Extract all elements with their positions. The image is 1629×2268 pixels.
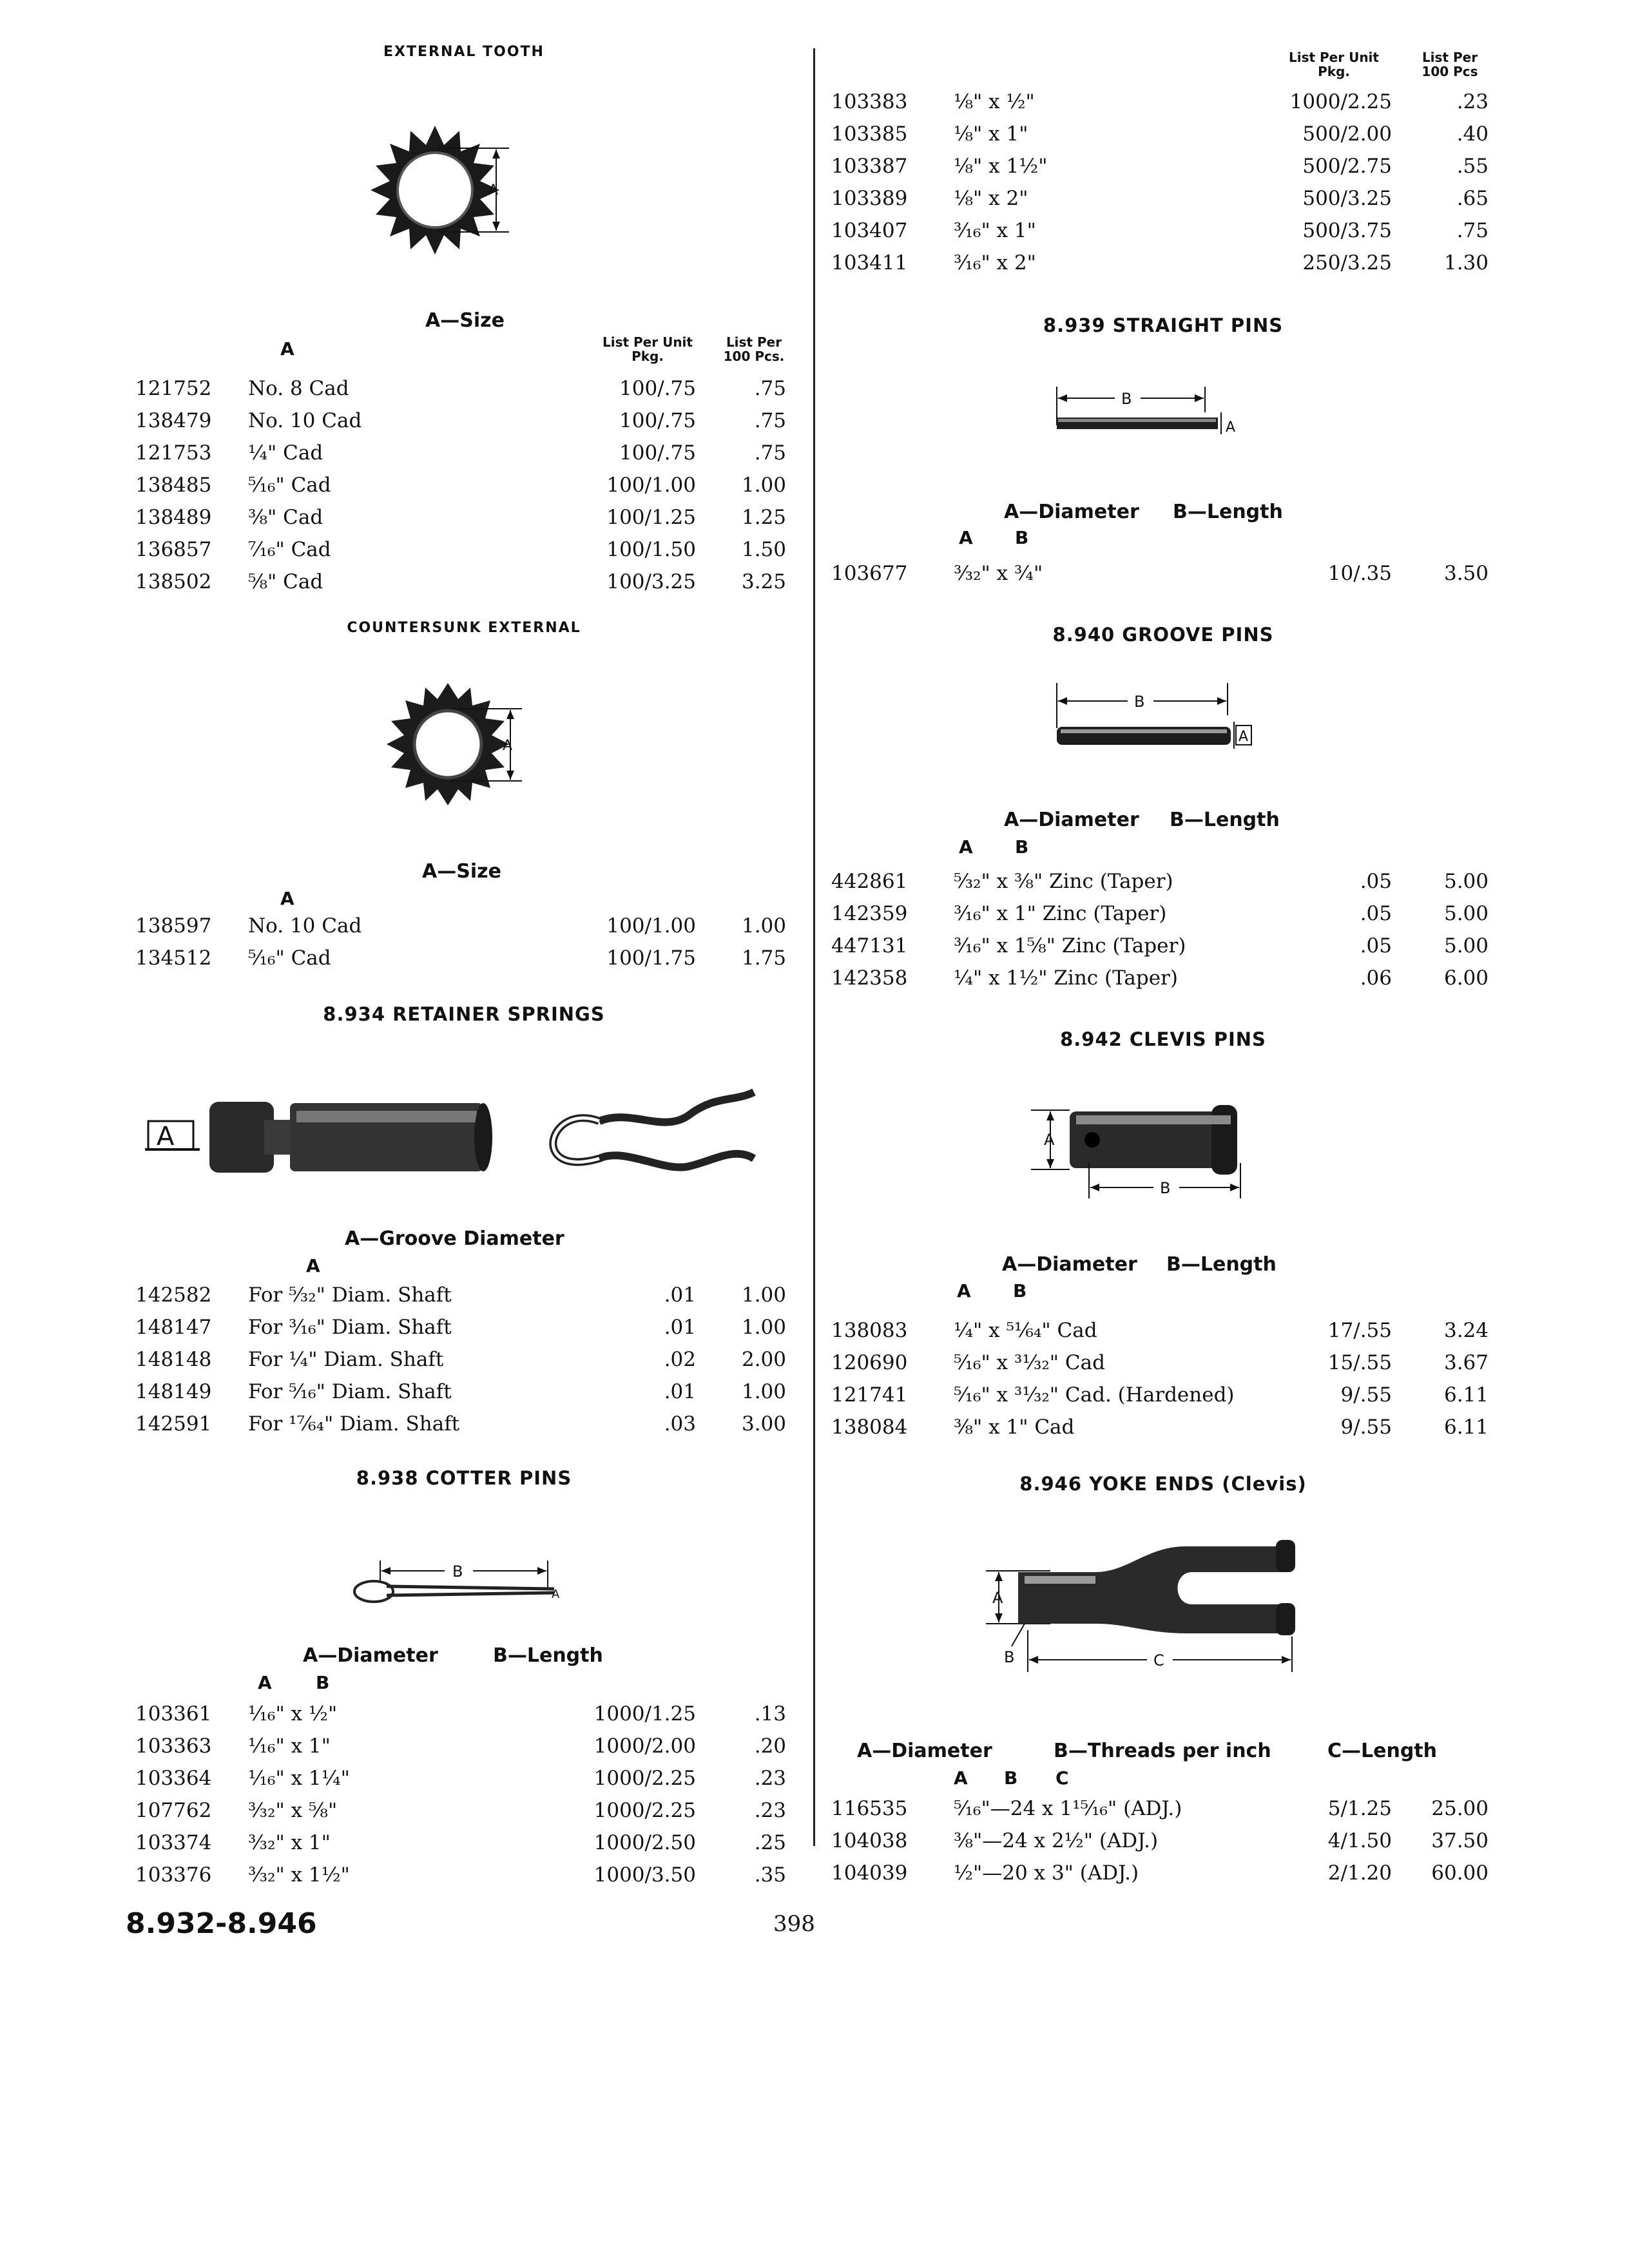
cotter-subtitle-a: A—Diameter bbox=[303, 1644, 438, 1667]
col-a-label: A bbox=[258, 1672, 272, 1693]
groove-table bbox=[831, 865, 1495, 994]
unit-package-price: 1000/3.50 bbox=[593, 1863, 696, 1887]
groove-pins-title: 8.940 GROOVE PINS bbox=[1052, 624, 1274, 646]
table-row bbox=[831, 865, 1495, 898]
part-number: 103376 bbox=[135, 1863, 212, 1887]
clevis-table bbox=[831, 1314, 1495, 1443]
price-per-100: 1.00 bbox=[741, 914, 786, 937]
dimension-label-a: A bbox=[1239, 729, 1249, 745]
part-description: ¼" x ⁵¹⁄₆₄" Cad bbox=[954, 1319, 1097, 1342]
table-row bbox=[831, 557, 1495, 590]
unit-package-price: .03 bbox=[664, 1412, 696, 1436]
part-description: For ³⁄₁₆" Diam. Shaft bbox=[248, 1316, 452, 1339]
part-number: 103383 bbox=[831, 90, 908, 113]
table-row bbox=[831, 1792, 1495, 1825]
table-row bbox=[831, 1857, 1495, 1889]
col-b-label: B bbox=[1004, 1767, 1018, 1789]
external-tooth-title: EXTERNAL TOOTH bbox=[383, 44, 545, 60]
part-number: 148149 bbox=[135, 1380, 212, 1403]
table-row bbox=[135, 1730, 793, 1762]
clevis-subtitle-a: A—Diameter bbox=[1002, 1253, 1137, 1276]
dimension-label-a: A bbox=[1226, 419, 1236, 436]
price-per-100: 5.00 bbox=[1443, 870, 1489, 893]
unit-package-price: 500/2.75 bbox=[1302, 155, 1392, 178]
part-number: 134512 bbox=[135, 947, 212, 970]
section-range: 8.932-8.946 bbox=[126, 1907, 317, 1940]
col-a-label: A bbox=[959, 527, 973, 548]
price-per-100: .23 bbox=[754, 1799, 786, 1822]
groove-subtitle-a: A—Diameter bbox=[1004, 809, 1139, 831]
dimension-label-b: B bbox=[1121, 390, 1132, 408]
price-per-100: 37.50 bbox=[1431, 1829, 1489, 1852]
unit-package-price: 15/.55 bbox=[1327, 1351, 1392, 1374]
table-row bbox=[135, 1279, 793, 1311]
price-per-100: .55 bbox=[1456, 155, 1489, 178]
table-row bbox=[831, 86, 1495, 118]
part-description: ⁵⁄₁₆"—24 x 1¹⁵⁄₁₆" (ADJ.) bbox=[954, 1797, 1182, 1820]
table-row bbox=[135, 1343, 793, 1376]
price-per-100: 3.25 bbox=[741, 570, 786, 593]
part-description: ⅛" x ½" bbox=[954, 90, 1035, 113]
price-per-100: 6.11 bbox=[1443, 1416, 1489, 1439]
table-row bbox=[135, 533, 793, 566]
unit-package-price: 100/.75 bbox=[619, 441, 696, 465]
unit-package-price: 100/1.50 bbox=[606, 538, 696, 561]
part-description: ⁷⁄₁₆" Cad bbox=[248, 538, 331, 561]
unit-package-price: 1000/2.50 bbox=[593, 1831, 696, 1854]
countersunk-subtitle: A—Size bbox=[422, 860, 501, 883]
dimension-label-b: B bbox=[452, 1562, 463, 1581]
unit-package-price: .05 bbox=[1360, 870, 1392, 893]
price-per-100: 3.24 bbox=[1443, 1319, 1489, 1342]
table-row bbox=[135, 1794, 793, 1827]
table-row bbox=[831, 215, 1495, 247]
retainer-subtitle: A—Groove Diameter bbox=[345, 1227, 564, 1250]
part-description: ⅜" x 1" Cad bbox=[954, 1416, 1075, 1439]
part-number: 138489 bbox=[135, 506, 212, 529]
clevis-pin-illustration bbox=[1025, 1092, 1282, 1208]
part-number: 138485 bbox=[135, 474, 212, 497]
part-description: ³⁄₁₆" x 1⅝" Zinc (Taper) bbox=[954, 934, 1186, 957]
table-row bbox=[135, 1698, 793, 1730]
part-description: ⅜"—24 x 2½" (ADJ.) bbox=[954, 1829, 1159, 1852]
retainer-springs-title: 8.934 RETAINER SPRINGS bbox=[323, 1003, 605, 1025]
part-number: 103363 bbox=[135, 1735, 212, 1758]
unit-package-price: 1000/2.00 bbox=[593, 1735, 696, 1758]
table-row bbox=[831, 962, 1495, 994]
part-number: 103361 bbox=[135, 1702, 212, 1725]
part-number: 136857 bbox=[135, 538, 212, 561]
part-description: No. 8 Cad bbox=[248, 377, 349, 400]
straight-table bbox=[831, 557, 1495, 590]
table-row bbox=[831, 930, 1495, 962]
table-row bbox=[135, 1859, 793, 1891]
dimension-label-b: B bbox=[1134, 693, 1145, 711]
part-number: 442861 bbox=[831, 870, 908, 893]
unit-package-price: 9/.55 bbox=[1340, 1416, 1392, 1439]
price-per-100: .13 bbox=[754, 1702, 786, 1725]
part-description: ³⁄₃₂" x ⅝" bbox=[248, 1799, 338, 1822]
price-per-100: 1.75 bbox=[741, 947, 786, 970]
part-number: 142582 bbox=[135, 1283, 212, 1307]
unit-package-price: 1000/2.25 bbox=[593, 1799, 696, 1822]
part-description: ³⁄₃₂" x 1½" bbox=[248, 1863, 350, 1887]
part-description: ⁵⁄₁₆" x ³¹⁄₃₂" Cad bbox=[954, 1351, 1105, 1374]
part-description: ⅛" x 1½" bbox=[954, 155, 1048, 178]
cotter-pin-illustration bbox=[342, 1553, 586, 1624]
part-description: ³⁄₁₆" x 1" bbox=[954, 219, 1036, 242]
hdr-list-per-100: List Per 100 Pcs. bbox=[723, 334, 785, 364]
price-per-100: 25.00 bbox=[1431, 1797, 1489, 1820]
table-row bbox=[135, 501, 793, 533]
price-per-100: .65 bbox=[1456, 187, 1489, 210]
col-a-label: A bbox=[280, 338, 294, 360]
part-number: 104039 bbox=[831, 1861, 908, 1885]
table-row bbox=[135, 942, 793, 974]
part-description: ¼" x 1½" Zinc (Taper) bbox=[954, 966, 1178, 990]
part-description: ¹⁄₁₆" x ½" bbox=[248, 1702, 338, 1725]
table-row bbox=[831, 247, 1495, 279]
price-per-100: .75 bbox=[754, 409, 786, 432]
part-number: 103374 bbox=[135, 1831, 212, 1854]
col-c-label: C bbox=[1055, 1767, 1069, 1789]
col-a-label: A bbox=[959, 836, 973, 858]
table-row bbox=[831, 1314, 1495, 1347]
table-row bbox=[135, 1408, 793, 1440]
hdr-list-per-100: List Per 100 Pcs bbox=[1422, 50, 1478, 79]
table-row bbox=[831, 1347, 1495, 1379]
price-per-100: .40 bbox=[1456, 122, 1489, 146]
part-number: 138502 bbox=[135, 570, 212, 593]
yoke-ends-title: 8.946 YOKE ENDS (Clevis) bbox=[1019, 1473, 1307, 1495]
unit-package-price: 500/2.00 bbox=[1302, 122, 1392, 146]
dimension-label-a: A bbox=[552, 1588, 560, 1601]
table-row bbox=[831, 1411, 1495, 1443]
unit-package-price: .02 bbox=[664, 1348, 696, 1371]
part-number: 107762 bbox=[135, 1799, 212, 1822]
part-number: 138084 bbox=[831, 1416, 908, 1439]
part-number: 103411 bbox=[831, 251, 908, 274]
table-row bbox=[135, 372, 793, 405]
cotter-continued-table bbox=[831, 86, 1495, 279]
part-number: 116535 bbox=[831, 1797, 908, 1820]
part-description: ⅜" Cad bbox=[248, 506, 323, 529]
part-description: No. 10 Cad bbox=[248, 409, 362, 432]
cotter-subtitle-b: B—Length bbox=[493, 1644, 603, 1667]
cotter-pins-title: 8.938 COTTER PINS bbox=[356, 1467, 572, 1489]
col-b-label: B bbox=[316, 1672, 330, 1693]
unit-package-price: 100/1.75 bbox=[606, 947, 696, 970]
price-per-100: 2.00 bbox=[741, 1348, 786, 1371]
unit-package-price: 250/3.25 bbox=[1302, 251, 1392, 274]
unit-package-price: 5/1.25 bbox=[1327, 1797, 1392, 1820]
unit-package-price: .01 bbox=[664, 1316, 696, 1339]
table-row bbox=[135, 1376, 793, 1408]
part-description: ¼" Cad bbox=[248, 441, 323, 465]
table-row bbox=[135, 469, 793, 501]
table-row bbox=[831, 898, 1495, 930]
unit-package-price: 17/.55 bbox=[1327, 1319, 1392, 1342]
straight-subtitle-a: A—Diameter bbox=[1004, 501, 1139, 523]
unit-package-price: 500/3.75 bbox=[1302, 219, 1392, 242]
col-b-label: B bbox=[1015, 527, 1029, 548]
part-number: 138083 bbox=[831, 1319, 908, 1342]
part-description: For ⁵⁄₃₂" Diam. Shaft bbox=[248, 1283, 452, 1307]
price-per-100: .75 bbox=[754, 377, 786, 400]
dimension-label-a: A bbox=[503, 738, 513, 754]
part-description: For ¹⁷⁄₆₄" Diam. Shaft bbox=[248, 1412, 460, 1436]
table-row bbox=[831, 182, 1495, 215]
yoke-subtitle-a: A—Diameter bbox=[857, 1740, 992, 1762]
price-per-100: 1.30 bbox=[1443, 251, 1489, 274]
countersunk-table bbox=[135, 910, 793, 974]
part-number: 138479 bbox=[135, 409, 212, 432]
part-description: ³⁄₃₂" x 1" bbox=[248, 1831, 331, 1854]
yoke-end-illustration bbox=[979, 1533, 1340, 1688]
part-description: ³⁄₁₆" x 1" Zinc (Taper) bbox=[954, 902, 1167, 925]
yoke-table bbox=[831, 1792, 1495, 1889]
page-number: 398 bbox=[773, 1911, 815, 1937]
clevis-pins-title: 8.942 CLEVIS PINS bbox=[1060, 1028, 1266, 1050]
countersunk-washer-illustration bbox=[374, 670, 541, 818]
table-row bbox=[831, 150, 1495, 182]
dimension-label-c: C bbox=[1153, 1651, 1164, 1669]
price-per-100: 60.00 bbox=[1431, 1861, 1489, 1885]
price-per-100: .23 bbox=[754, 1767, 786, 1790]
table-row bbox=[135, 405, 793, 437]
part-description: ⁵⁄₁₆" Cad bbox=[248, 947, 331, 970]
part-description: ½"—20 x 3" (ADJ.) bbox=[954, 1861, 1139, 1885]
price-per-100: .75 bbox=[1456, 219, 1489, 242]
table-row bbox=[831, 1825, 1495, 1857]
dimension-label-a: A bbox=[992, 1589, 1003, 1607]
dimension-label-b: B bbox=[1160, 1179, 1171, 1197]
part-description: ⁵⁄₁₆" Cad bbox=[248, 474, 331, 497]
price-per-100: .20 bbox=[754, 1735, 786, 1758]
part-number: 121753 bbox=[135, 441, 212, 465]
part-number: 121752 bbox=[135, 377, 212, 400]
unit-package-price: 100/1.00 bbox=[606, 474, 696, 497]
table-row bbox=[135, 1311, 793, 1343]
price-per-100: 6.00 bbox=[1443, 966, 1489, 990]
unit-package-price: 10/.35 bbox=[1327, 562, 1392, 585]
part-description: ³⁄₃₂" x ¾" bbox=[954, 562, 1043, 585]
price-per-100: .23 bbox=[1456, 90, 1489, 113]
dimension-label-b: B bbox=[1004, 1648, 1015, 1666]
col-a-label: A bbox=[957, 1280, 971, 1302]
part-number: 103389 bbox=[831, 187, 908, 210]
part-description: ⅛" x 2" bbox=[954, 187, 1028, 210]
unit-package-price: 9/.55 bbox=[1340, 1383, 1392, 1407]
price-per-100: 1.00 bbox=[741, 474, 786, 497]
part-number: 148148 bbox=[135, 1348, 212, 1371]
table-row bbox=[135, 1827, 793, 1859]
part-description: No. 10 Cad bbox=[248, 914, 362, 937]
dimension-label-a: A bbox=[1044, 1131, 1055, 1149]
col-a-label: A bbox=[280, 888, 294, 909]
yoke-subtitle-c: C—Length bbox=[1327, 1740, 1438, 1762]
unit-package-price: 100/.75 bbox=[619, 377, 696, 400]
unit-package-price: 100/1.00 bbox=[606, 914, 696, 937]
unit-package-price: 4/1.50 bbox=[1327, 1829, 1392, 1852]
part-number: 104038 bbox=[831, 1829, 908, 1852]
straight-pin-illustration bbox=[1050, 380, 1257, 451]
col-a-label: A bbox=[954, 1767, 968, 1789]
part-number: 103387 bbox=[831, 155, 908, 178]
yoke-subtitle-b: B—Threads per inch bbox=[1054, 1740, 1271, 1762]
price-per-100: .75 bbox=[754, 441, 786, 465]
unit-package-price: 1000/2.25 bbox=[593, 1767, 696, 1790]
part-number: 103385 bbox=[831, 122, 908, 146]
col-b-label: B bbox=[1015, 836, 1029, 858]
straight-subtitle-b: B—Length bbox=[1173, 501, 1283, 523]
part-number: 142359 bbox=[831, 902, 908, 925]
price-per-100: 5.00 bbox=[1443, 902, 1489, 925]
dimension-label-a: A bbox=[488, 182, 499, 198]
part-number: 138597 bbox=[135, 914, 212, 937]
part-number: 120690 bbox=[831, 1351, 908, 1374]
external-tooth-washer-illustration bbox=[348, 110, 541, 271]
unit-package-price: 100/3.25 bbox=[606, 570, 696, 593]
table-row bbox=[135, 566, 793, 598]
part-number: 103407 bbox=[831, 219, 908, 242]
part-number: 142358 bbox=[831, 966, 908, 990]
price-per-100: 3.50 bbox=[1443, 562, 1489, 585]
price-per-100: 1.00 bbox=[741, 1316, 786, 1339]
part-description: ¹⁄₁₆" x 1" bbox=[248, 1735, 331, 1758]
external-tooth-subtitle: A—Size bbox=[425, 309, 505, 332]
part-number: 103677 bbox=[831, 562, 908, 585]
table-row bbox=[831, 118, 1495, 150]
unit-package-price: .06 bbox=[1360, 966, 1392, 990]
unit-package-price: 2/1.20 bbox=[1327, 1861, 1392, 1885]
col-b-label: B bbox=[1013, 1280, 1027, 1302]
table-row bbox=[135, 437, 793, 469]
price-per-100: 1.00 bbox=[741, 1283, 786, 1307]
price-per-100: 6.11 bbox=[1443, 1383, 1489, 1407]
unit-package-price: .05 bbox=[1360, 902, 1392, 925]
price-per-100: .25 bbox=[754, 1831, 786, 1854]
price-per-100: 1.00 bbox=[741, 1380, 786, 1403]
price-per-100: 3.67 bbox=[1443, 1351, 1489, 1374]
unit-package-price: 500/3.25 bbox=[1302, 187, 1392, 210]
part-number: 447131 bbox=[831, 934, 908, 957]
part-description: ⅛" x 1" bbox=[954, 122, 1028, 146]
retainer-table bbox=[135, 1279, 793, 1440]
hdr-list-per-unit-pkg: List Per Unit Pkg. bbox=[1289, 50, 1379, 79]
part-description: ¹⁄₁₆" x 1¼" bbox=[248, 1767, 350, 1790]
part-description: ³⁄₁₆" x 2" bbox=[954, 251, 1036, 274]
external-tooth-table bbox=[135, 372, 793, 598]
price-per-100: 5.00 bbox=[1443, 934, 1489, 957]
cotter-table bbox=[135, 1698, 793, 1891]
part-description: For ¼" Diam. Shaft bbox=[248, 1348, 444, 1371]
price-per-100: 3.00 bbox=[741, 1412, 786, 1436]
part-number: 142591 bbox=[135, 1412, 212, 1436]
part-number: 148147 bbox=[135, 1316, 212, 1339]
col-a-label: A bbox=[306, 1255, 320, 1276]
table-row bbox=[135, 1762, 793, 1794]
groove-subtitle-b: B—Length bbox=[1170, 809, 1280, 831]
price-per-100: 1.50 bbox=[741, 538, 786, 561]
hdr-list-per-unit-pkg: List Per Unit Pkg. bbox=[602, 334, 693, 364]
price-per-100: .35 bbox=[754, 1863, 786, 1887]
part-description: ⁵⁄₁₆" x ³¹⁄₃₂" Cad. (Hardened) bbox=[954, 1383, 1235, 1407]
unit-package-price: .05 bbox=[1360, 934, 1392, 957]
table-row bbox=[831, 1379, 1495, 1411]
part-description: ⁵⁄₃₂" x ⅜" Zinc (Taper) bbox=[954, 870, 1173, 893]
straight-pins-title: 8.939 STRAIGHT PINS bbox=[1043, 314, 1284, 336]
unit-package-price: 100/.75 bbox=[619, 409, 696, 432]
table-row bbox=[135, 910, 793, 942]
unit-package-price: 100/1.25 bbox=[606, 506, 696, 529]
unit-package-price: 1000/1.25 bbox=[593, 1702, 696, 1725]
unit-package-price: .01 bbox=[664, 1283, 696, 1307]
part-description: ⅝" Cad bbox=[248, 570, 323, 593]
part-number: 103364 bbox=[135, 1767, 212, 1790]
column-divider bbox=[813, 48, 815, 1846]
price-per-100: 1.25 bbox=[741, 506, 786, 529]
part-description: For ⁵⁄₁₆" Diam. Shaft bbox=[248, 1380, 452, 1403]
part-number: 121741 bbox=[831, 1383, 908, 1407]
unit-package-price: 1000/2.25 bbox=[1289, 90, 1392, 113]
unit-package-price: .01 bbox=[664, 1380, 696, 1403]
retainer-label-a: A bbox=[157, 1122, 175, 1151]
clevis-subtitle-b: B—Length bbox=[1166, 1253, 1277, 1276]
countersunk-title: COUNTERSUNK EXTERNAL bbox=[347, 620, 581, 636]
groove-pin-illustration bbox=[1050, 677, 1257, 760]
retainer-spring-illustration bbox=[135, 1082, 780, 1198]
